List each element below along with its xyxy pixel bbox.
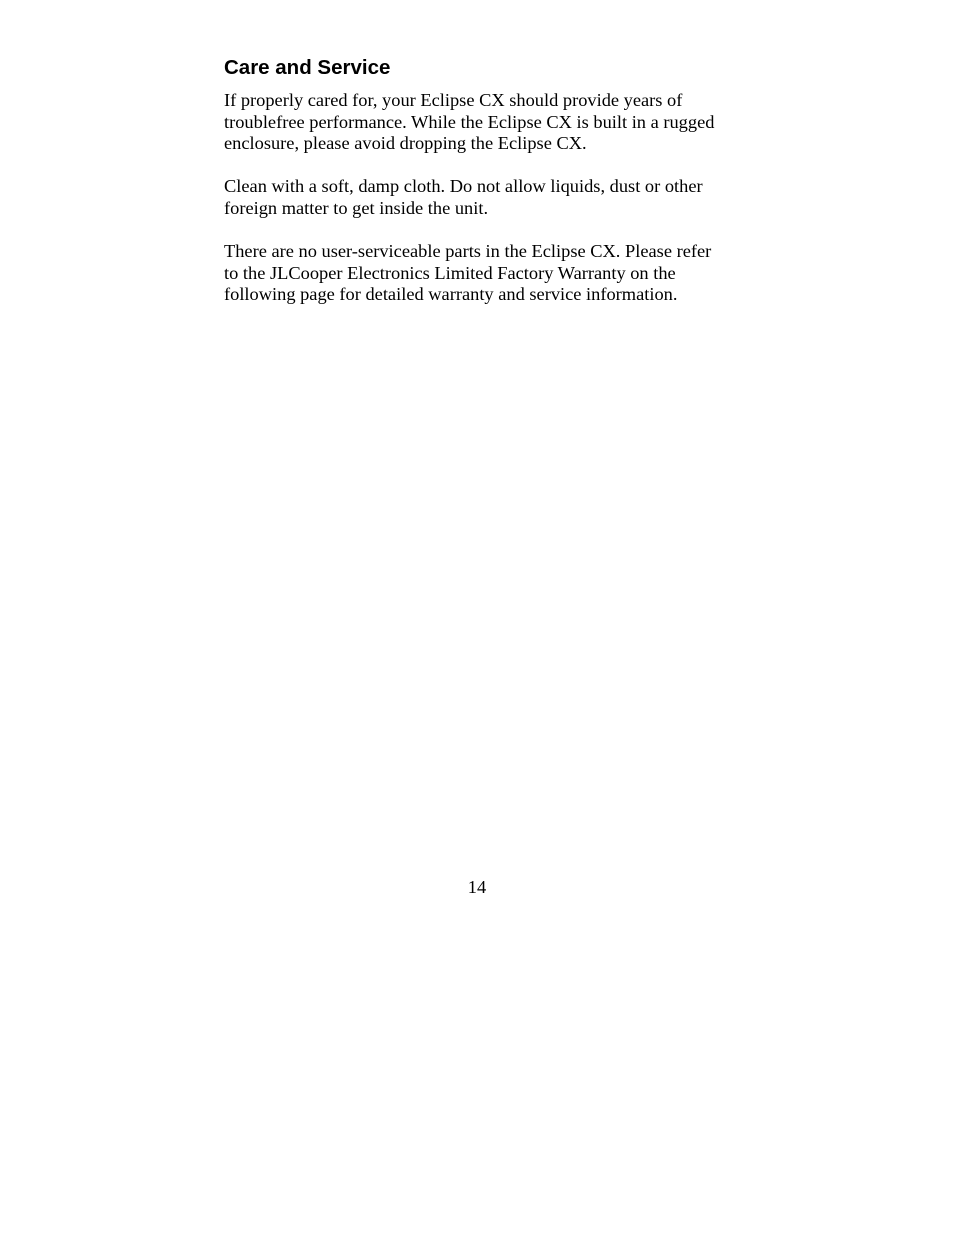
paragraph-line: Clean with a soft, damp cloth. Do not allow liquids, dust or other: [224, 176, 703, 197]
paragraph-line: troublefree performance. While the Eclipse CX is built in a rugged: [224, 111, 715, 132]
paragraph-line: enclosure, please avoid dropping the Eclipse CX.: [224, 133, 587, 154]
paragraph-line: to the JLCooper Electronics Limited Factory Warranty on the: [224, 262, 676, 283]
paragraph-service: [224, 241, 734, 306]
section-heading: Care and Service: [224, 56, 391, 79]
section-care-and-service: [224, 54, 734, 327]
paragraph-care: [224, 90, 734, 155]
paragraph-cleaning: [224, 176, 734, 219]
page-number: 14: [467, 877, 487, 897]
paragraph-line: There are no user-serviceable parts in the Eclipse CX. Please refer: [224, 240, 712, 261]
paragraph-line: foreign matter to get inside the unit.: [224, 197, 489, 218]
paragraph-line: following page for detailed warranty and service information.: [224, 284, 678, 305]
paragraph-line: If properly cared for, your Eclipse CX should provide years of: [224, 90, 683, 110]
